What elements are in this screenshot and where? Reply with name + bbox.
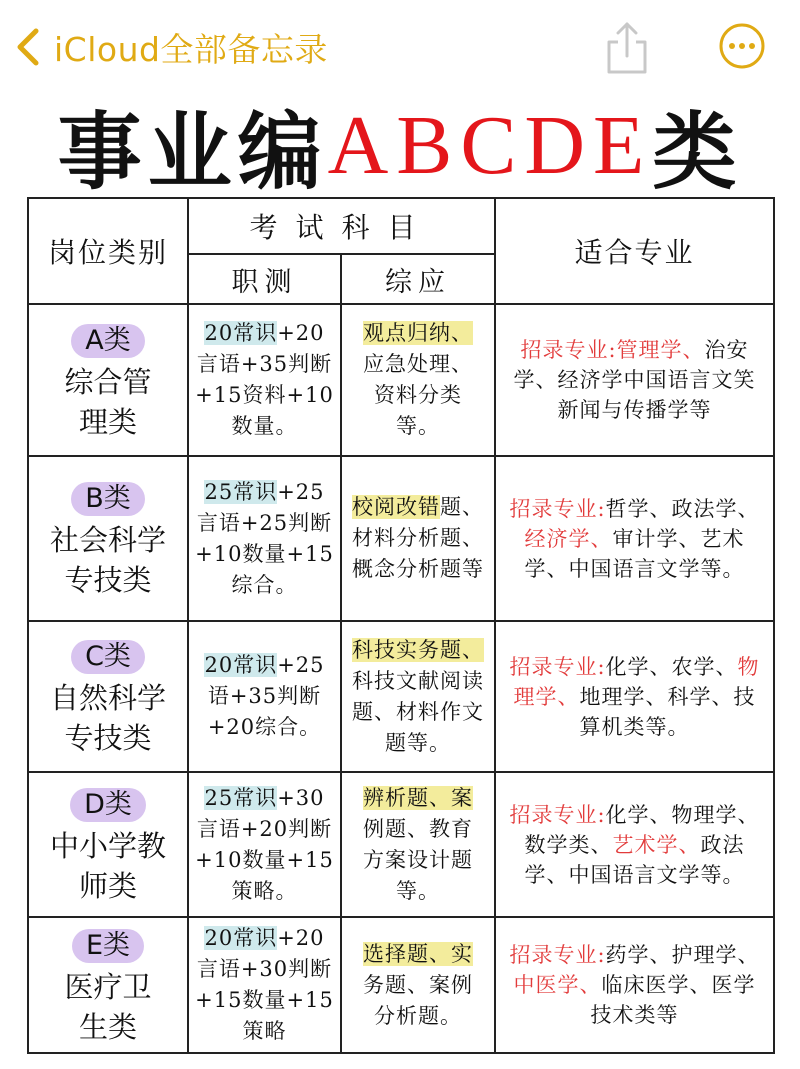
zongying-text: 题、材料分析题、概念分析题等	[352, 495, 484, 581]
title-black-text: 事业编	[57, 101, 328, 201]
category-badge: B类	[71, 482, 145, 516]
title-red-text: ABCDE	[327, 98, 653, 192]
category-name-line: 综合管	[64, 364, 152, 399]
header-exam: 考试科目	[188, 198, 495, 254]
category-name-line: 专技类	[64, 721, 152, 755]
zongying-text: 应急处理、资料分类等。	[363, 352, 473, 438]
major-cell	[495, 304, 774, 456]
major-highlight: 管理学、	[616, 338, 705, 362]
category-name-line: 自然科学	[49, 681, 166, 715]
back-label: iCloud全部备忘录	[54, 29, 328, 69]
category-badge: C类	[71, 640, 145, 674]
major-cell	[495, 917, 774, 1053]
zongying-highlight: 科技实务题、	[352, 637, 484, 662]
page-title	[0, 92, 800, 201]
category-name-line: 理类	[78, 404, 137, 439]
table-row	[28, 772, 774, 917]
table-row	[28, 304, 774, 456]
zhice-text: +25语+35判断+20综合。	[207, 653, 325, 739]
major-lead: 招录专业:	[509, 802, 606, 827]
category-cell	[28, 621, 188, 772]
major-cell	[495, 621, 774, 772]
major-text-pre: 哲学、政法学、	[605, 496, 760, 521]
zhice-text: +30言语+20判断+10数量+15策略。	[195, 785, 334, 903]
category-name-line: 师类	[78, 869, 137, 903]
header-row	[28, 198, 774, 254]
category-cell	[28, 304, 188, 456]
category-name-line: 生类	[78, 1009, 137, 1044]
category-table	[27, 197, 775, 1054]
category-name-line: 社会科学	[49, 523, 166, 557]
zongying-text: 科技文献阅读题、材料作文题等。	[352, 668, 484, 755]
major-text-pre: 化学、农学、	[605, 654, 738, 679]
more-icon[interactable]	[718, 22, 766, 70]
major-highlight: 艺术学、	[612, 832, 701, 857]
zongying-cell	[341, 772, 495, 917]
zhice-cell	[188, 917, 341, 1053]
zhice-highlight: 20常识	[204, 926, 278, 950]
category-name-line: 中小学教	[49, 829, 166, 863]
header-major: 适合专业	[495, 198, 774, 304]
zhice-text: +20言语+35判断+15资料+10数量。	[195, 321, 334, 438]
category-badge: A类	[71, 324, 144, 358]
table-row	[28, 621, 774, 772]
major-lead: 招录专业:	[509, 943, 606, 967]
zongying-cell	[341, 304, 495, 456]
table-row	[28, 456, 774, 621]
zhice-cell	[188, 456, 341, 621]
header-zongying: 综应	[341, 254, 495, 304]
back-button[interactable]	[14, 22, 328, 72]
zhice-highlight: 25常识	[204, 479, 278, 504]
zhice-cell	[188, 621, 341, 772]
nav-bar	[0, 0, 800, 96]
major-highlight: 物理学、	[513, 654, 760, 709]
zhice-highlight: 25常识	[204, 785, 278, 810]
major-text: 治安学、经济学中国语言文笑新闻与传播学等	[513, 338, 756, 422]
header-category: 岗位类别	[28, 198, 188, 304]
category-cell	[28, 456, 188, 621]
major-text-pre: 化学、物理学、数学类、	[524, 802, 760, 857]
category-cell	[28, 917, 188, 1053]
zongying-cell	[341, 917, 495, 1053]
zhice-text: +20言语+30判断+15数量+15策略	[195, 926, 334, 1043]
category-cell	[28, 772, 188, 917]
title-tail-text: 类	[652, 101, 743, 201]
zongying-cell	[341, 621, 495, 772]
zongying-cell	[341, 456, 495, 621]
zhice-highlight: 20常识	[204, 653, 278, 677]
zongying-highlight: 辨析题、案	[363, 785, 473, 810]
zhice-cell	[188, 304, 341, 456]
major-lead: 招录专业:	[509, 654, 606, 679]
major-text: 临床医学、医学技术类等	[590, 973, 756, 1027]
zongying-highlight: 选择题、实	[363, 941, 473, 966]
major-text: 地理学、科学、技算机类等。	[579, 684, 756, 739]
major-cell	[495, 456, 774, 621]
category-name-line: 医疗卫	[64, 969, 152, 1004]
category-badge: D类	[70, 788, 146, 822]
major-lead: 招录专业:	[520, 338, 617, 362]
table-row	[28, 917, 774, 1053]
chevron-left-icon	[14, 27, 44, 67]
major-text-pre: 药学、护理学、	[605, 943, 760, 967]
major-lead: 招录专业:	[509, 496, 606, 521]
category-name-line: 专技类	[64, 563, 152, 597]
zongying-highlight: 观点归纳、	[363, 321, 473, 345]
zongying-text: 例题、教育方案设计题等。	[363, 816, 473, 903]
zongying-highlight: 校阅改错	[352, 495, 440, 519]
zongying-text: 务题、案例分析题。	[363, 972, 473, 1028]
zhice-highlight: 20常识	[204, 321, 278, 345]
major-highlight: 经济学、	[524, 526, 613, 551]
major-cell	[495, 772, 774, 917]
category-badge: E类	[72, 929, 144, 963]
major-highlight: 中医学、	[513, 973, 602, 997]
major-text: 审计学、艺术学、中国语言文学等。	[524, 526, 745, 581]
header-zhice: 职测	[188, 254, 341, 304]
zhice-cell	[188, 772, 341, 917]
zhice-text: +25言语+25判断+10数量+15综合。	[195, 479, 334, 597]
share-icon[interactable]	[604, 20, 650, 76]
major-text: 政法学、中国语言文学等。	[524, 832, 745, 887]
